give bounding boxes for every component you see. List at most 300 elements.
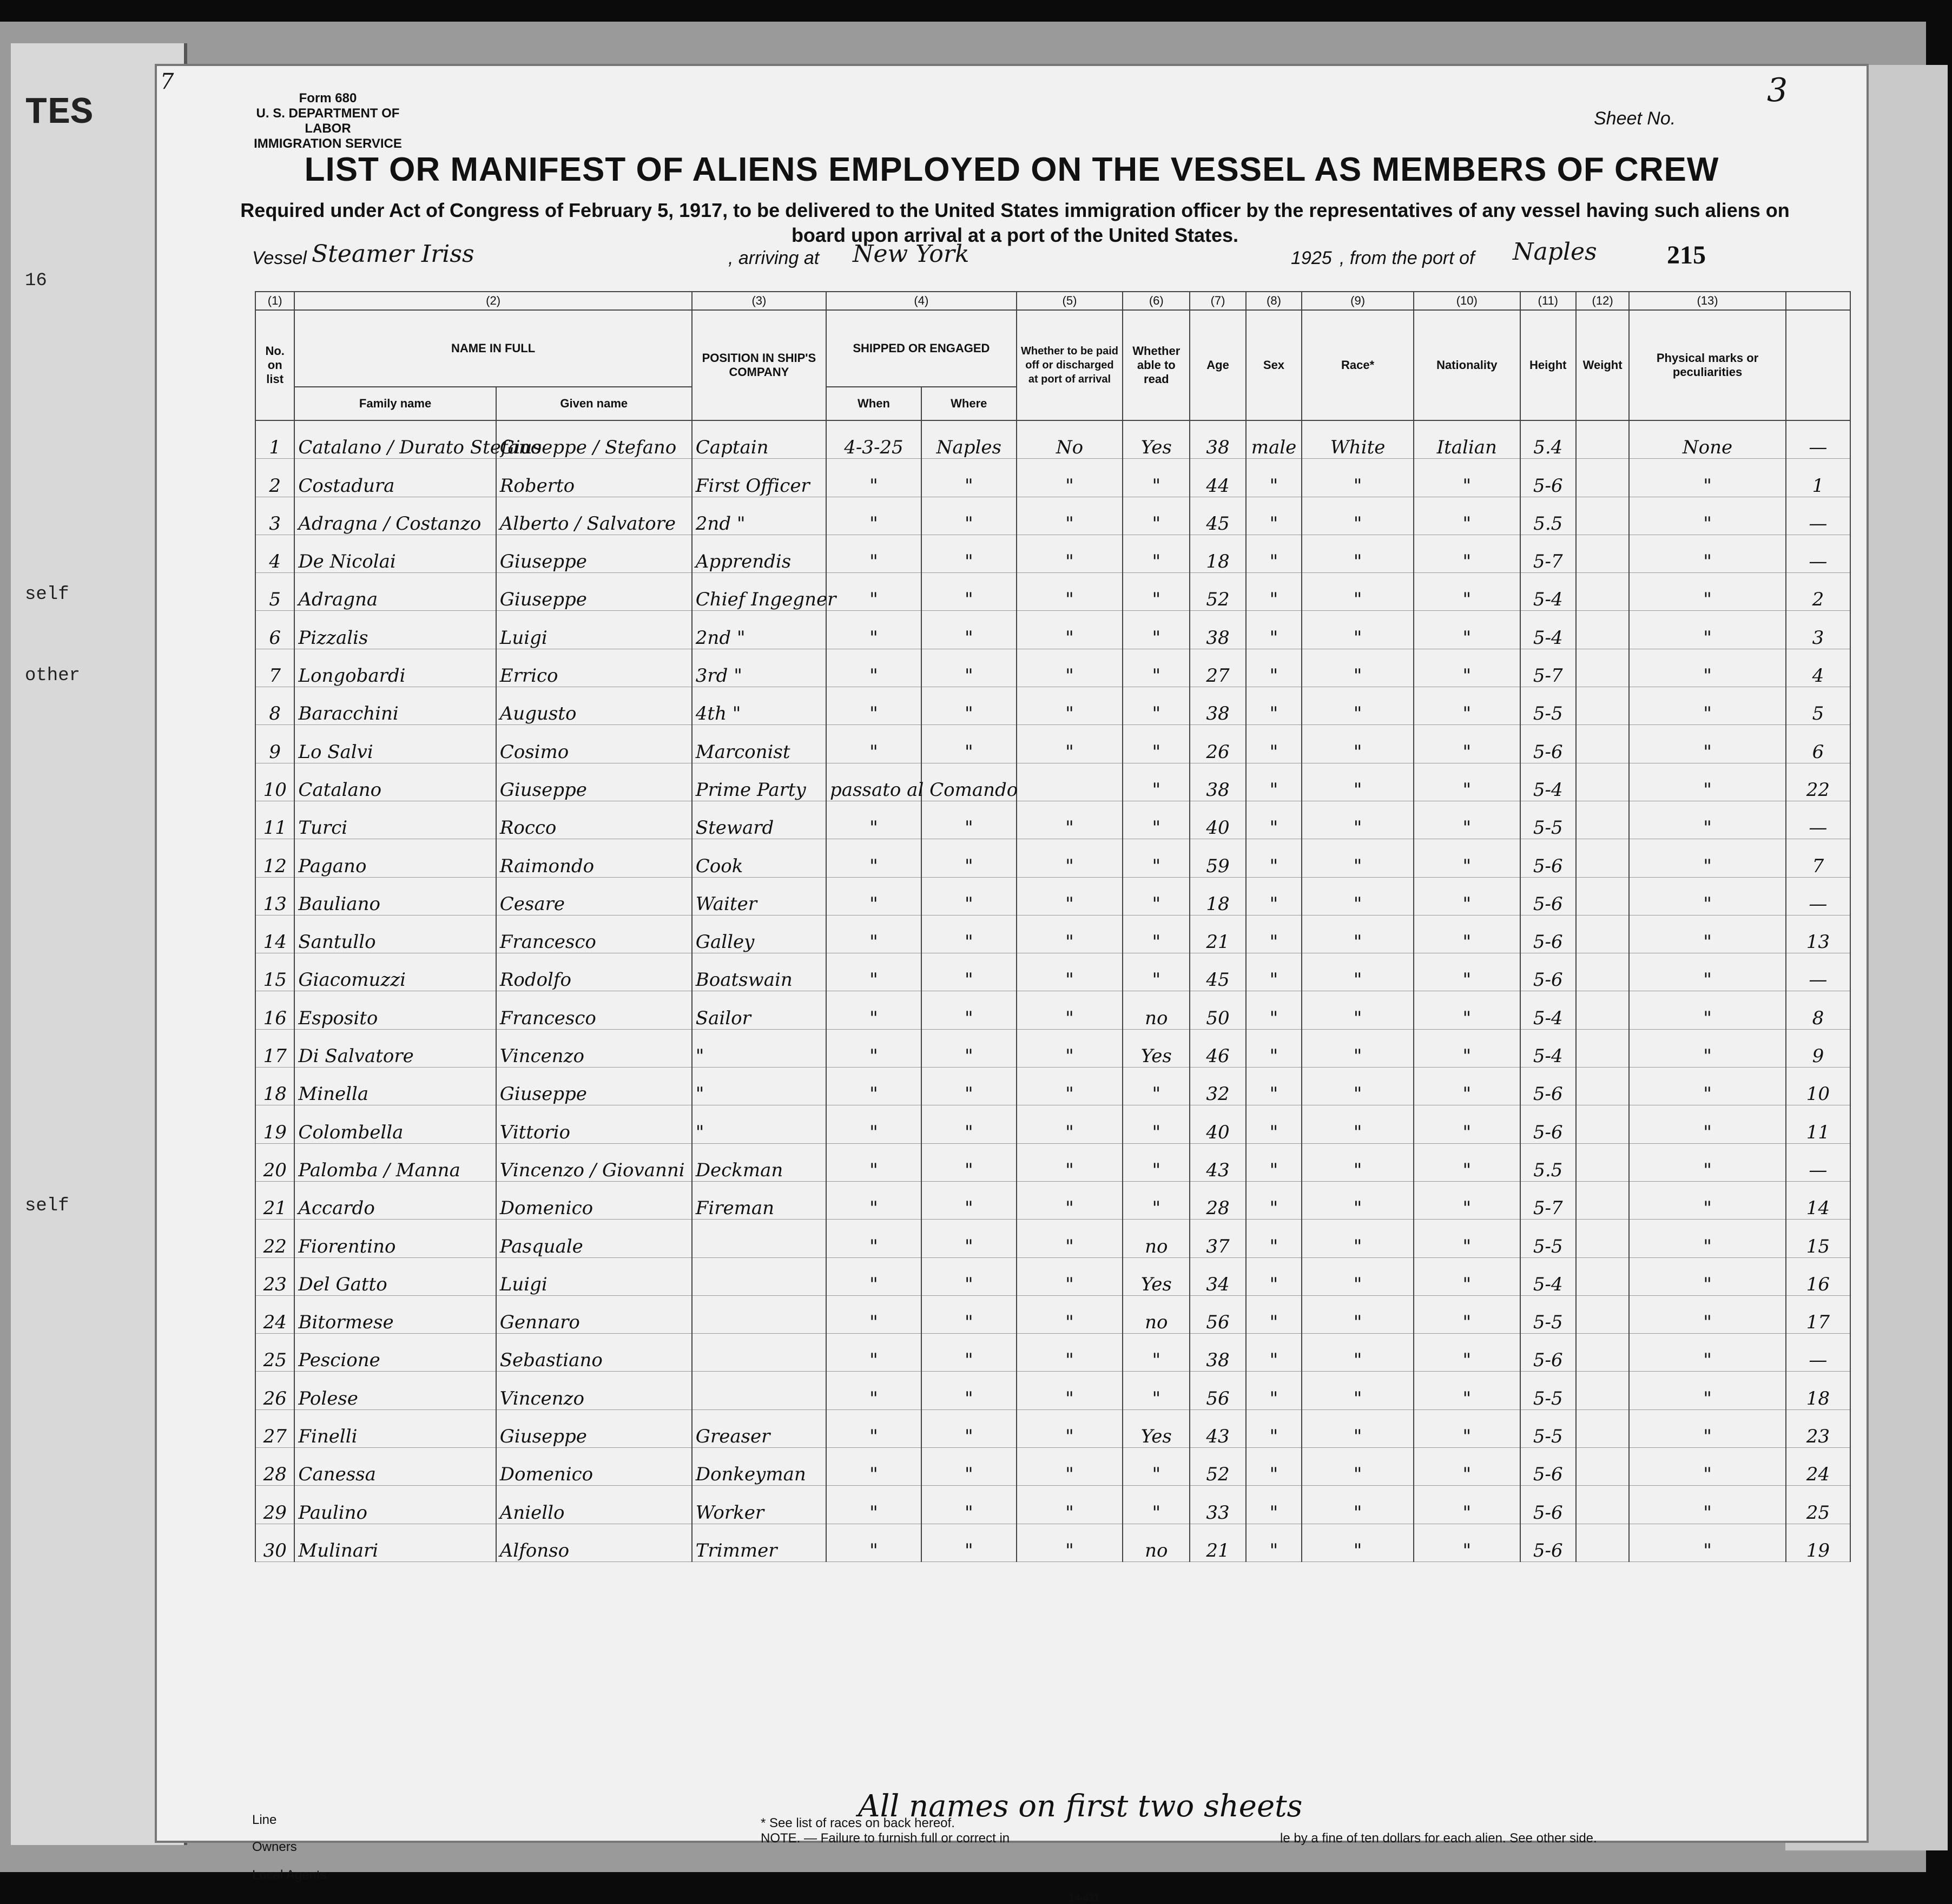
cell-position: Captain: [692, 420, 826, 459]
cell-marks: ": [1629, 1181, 1786, 1219]
cell-nat: ": [1414, 649, 1520, 687]
cell-right: 6: [1786, 725, 1850, 763]
cell-when: ": [826, 497, 921, 535]
cell-position: Deckman: [692, 1143, 826, 1181]
cell-n: 17: [255, 1029, 294, 1067]
cell-sex: ": [1246, 1334, 1302, 1372]
cell-sex: ": [1246, 611, 1302, 649]
table-row: [255, 991, 1850, 1029]
cell-race: ": [1302, 839, 1414, 877]
cell-marks: ": [1629, 1068, 1786, 1105]
cell-weight: [1576, 1486, 1629, 1524]
cell-marks: ": [1629, 535, 1786, 572]
cell-weight: [1576, 1334, 1629, 1372]
cell-n: 25: [255, 1334, 294, 1372]
cell-weight: [1576, 1105, 1629, 1143]
vessel-name: Steamer Iriss: [312, 240, 474, 268]
cell-race: ": [1302, 1524, 1414, 1562]
cell-race: ": [1302, 1105, 1414, 1143]
cell-given: Pasquale: [496, 1220, 692, 1257]
cell-weight: [1576, 1448, 1629, 1486]
cell-given: Rodolfo: [496, 953, 692, 991]
cell-n: 12: [255, 839, 294, 877]
cell-paid: ": [1017, 535, 1123, 572]
cell-where: ": [921, 649, 1017, 687]
cell-position: Cook: [692, 839, 826, 877]
cell-height: 5-6: [1520, 953, 1576, 991]
cell-sex: ": [1246, 1295, 1302, 1333]
cell-age: 33: [1190, 1486, 1245, 1524]
cell-given: Vincenzo: [496, 1372, 692, 1409]
cell-age: 56: [1190, 1372, 1245, 1409]
cell-age: 43: [1190, 1143, 1245, 1181]
column-number-row: [255, 292, 1850, 310]
cell-read: ": [1123, 1448, 1190, 1486]
cell-family: De Nicolai: [294, 535, 496, 572]
cell-read: ": [1123, 801, 1190, 839]
cell-right: 14: [1786, 1181, 1850, 1219]
cell-where: ": [921, 1524, 1017, 1562]
cell-position: Chief Ingegner: [692, 573, 826, 611]
cell-race: ": [1302, 1143, 1414, 1181]
cell-paid: No: [1017, 420, 1123, 459]
cell-read: ": [1123, 687, 1190, 725]
cell-right: 19: [1786, 1524, 1850, 1562]
cell-read: ": [1123, 1105, 1190, 1143]
header-nationality: Nationality: [1414, 310, 1520, 420]
cell-right: —: [1786, 1143, 1850, 1181]
cell-read: ": [1123, 535, 1190, 572]
cell-race: ": [1302, 1257, 1414, 1295]
cell-n: 10: [255, 763, 294, 801]
cell-age: 21: [1190, 915, 1245, 953]
cell-height: 5-4: [1520, 991, 1576, 1029]
cell-when: ": [826, 1409, 921, 1447]
header-family-name: Family name: [294, 387, 496, 420]
cell-marks: ": [1629, 1334, 1786, 1372]
cell-when: ": [826, 877, 921, 915]
cell-height: 5-6: [1520, 1068, 1576, 1105]
cell-family: Catalano: [294, 763, 496, 801]
year: 1925: [1291, 248, 1332, 268]
cell-position: Sailor: [692, 991, 826, 1029]
cell-height: 5-6: [1520, 1448, 1576, 1486]
cell-marks: ": [1629, 991, 1786, 1029]
cell-where: ": [921, 1257, 1017, 1295]
cell-nat: ": [1414, 535, 1520, 572]
cell-nat: ": [1414, 1029, 1520, 1067]
table-row: [255, 839, 1850, 877]
fine-note: le by a fine of ten dollars for each alien. See other side.: [1280, 1831, 1597, 1846]
cell-marks: ": [1629, 1143, 1786, 1181]
table-row: [255, 420, 1850, 459]
vessel-label: Vessel: [252, 248, 307, 268]
cell-race: ": [1302, 1029, 1414, 1067]
cell-marks: ": [1629, 1220, 1786, 1257]
cell-sex: ": [1246, 535, 1302, 572]
cell-weight: [1576, 1143, 1629, 1181]
cell-position: 2nd ": [692, 497, 826, 535]
cell-age: 28: [1190, 1181, 1245, 1219]
cell-where: ": [921, 953, 1017, 991]
cell-position: [692, 1372, 826, 1409]
cell-where: ": [921, 991, 1017, 1029]
cell-right: —: [1786, 953, 1850, 991]
cell-right: —: [1786, 1334, 1850, 1372]
cell-sex: ": [1246, 1029, 1302, 1067]
cell-when: ": [826, 1372, 921, 1409]
left-sheet-fragment: self: [25, 584, 69, 605]
cell-paid: ": [1017, 801, 1123, 839]
table-row: [255, 763, 1850, 801]
cell-marks: ": [1629, 877, 1786, 915]
cell-family: Costadura: [294, 459, 496, 497]
cell-right: —: [1786, 801, 1850, 839]
table-row: [255, 649, 1850, 687]
cell-race: ": [1302, 877, 1414, 915]
cell-race: ": [1302, 1334, 1414, 1372]
cell-weight: [1576, 1181, 1629, 1219]
header-name-in-full: NAME IN FULL: [294, 310, 691, 387]
cell-right: 15: [1786, 1220, 1850, 1257]
cell-sex: ": [1246, 1372, 1302, 1409]
failure-note: NOTE. — Failure to furnish full or correct in: [761, 1831, 1010, 1846]
cell-n: 5: [255, 573, 294, 611]
cell-n: 1: [255, 420, 294, 459]
cell-height: 5-6: [1520, 1524, 1576, 1562]
cell-position: Fireman: [692, 1181, 826, 1219]
cell-sex: ": [1246, 1486, 1302, 1524]
cell-race: ": [1302, 725, 1414, 763]
cell-given: Vincenzo / Giovanni: [496, 1143, 692, 1181]
header-when: When: [826, 387, 921, 420]
cell-n: 11: [255, 801, 294, 839]
header-position: POSITION IN SHIP'S COMPANY: [692, 310, 826, 420]
cell-age: 18: [1190, 877, 1245, 915]
manifest-page: [155, 64, 1869, 1903]
column-number: (2): [294, 292, 691, 310]
cell-when: ": [826, 1105, 921, 1143]
cell-n: 8: [255, 687, 294, 725]
cell-height: 5-5: [1520, 801, 1576, 839]
cell-height: 5-4: [1520, 1257, 1576, 1295]
cell-given: Giuseppe / Stefano: [496, 420, 692, 459]
cell-n: 7: [255, 649, 294, 687]
cell-where: ": [921, 1334, 1017, 1372]
cell-sex: ": [1246, 1105, 1302, 1143]
cell-race: ": [1302, 1409, 1414, 1447]
cell-age: 38: [1190, 420, 1245, 459]
cell-position: Waiter: [692, 877, 826, 915]
cell-family: Pizzalis: [294, 611, 496, 649]
cell-paid: ": [1017, 725, 1123, 763]
table-row: [255, 1143, 1850, 1181]
handwritten-note: All names on first two sheets: [858, 1789, 1303, 1824]
cell-given: Cesare: [496, 877, 692, 915]
cell-age: 50: [1190, 991, 1245, 1029]
cell-family: Di Salvatore: [294, 1029, 496, 1067]
cell-height: 5-6: [1520, 1334, 1576, 1372]
cell-when: ": [826, 1486, 921, 1524]
cell-right: 4: [1786, 649, 1850, 687]
cell-n: 24: [255, 1295, 294, 1333]
cell-height: 5-5: [1520, 1409, 1576, 1447]
cell-nat: ": [1414, 1143, 1520, 1181]
cell-marks: ": [1629, 725, 1786, 763]
cell-nat: ": [1414, 1409, 1520, 1447]
header-able-to-read: Whether able to read: [1123, 310, 1190, 420]
cell-marks: ": [1629, 1524, 1786, 1562]
cell-family: Minella: [294, 1068, 496, 1105]
cell-given: Alfonso: [496, 1524, 692, 1562]
cell-given: Vincenzo: [496, 1029, 692, 1067]
cell-when: ": [826, 1143, 921, 1181]
cell-family: Del Gatto: [294, 1257, 496, 1295]
cell-race: ": [1302, 991, 1414, 1029]
cell-paid: ": [1017, 459, 1123, 497]
column-number: (5): [1017, 292, 1123, 310]
cell-sex: ": [1246, 991, 1302, 1029]
cell-sex: ": [1246, 497, 1302, 535]
cell-read: ": [1123, 1372, 1190, 1409]
cell-marks: ": [1629, 839, 1786, 877]
cell-sex: ": [1246, 1409, 1302, 1447]
cell-right: 2: [1786, 573, 1850, 611]
cell-read: ": [1123, 573, 1190, 611]
cell-paid: ": [1017, 915, 1123, 953]
cell-read: ": [1123, 725, 1190, 763]
cell-height: 5-6: [1520, 459, 1576, 497]
cell-where: ": [921, 687, 1017, 725]
cell-paid: ": [1017, 649, 1123, 687]
cell-where: ": [921, 801, 1017, 839]
cell-weight: [1576, 573, 1629, 611]
cell-where: ": [921, 1068, 1017, 1105]
cell-nat: ": [1414, 611, 1520, 649]
cell-age: 27: [1190, 649, 1245, 687]
cell-given: Giuseppe: [496, 1409, 692, 1447]
cell-given: Francesco: [496, 915, 692, 953]
cell-position: 3rd ": [692, 649, 826, 687]
cell-race: ": [1302, 1448, 1414, 1486]
header-where: Where: [921, 387, 1017, 420]
cell-race: ": [1302, 1068, 1414, 1105]
cell-family: Paulino: [294, 1486, 496, 1524]
cell-read: Yes: [1123, 1257, 1190, 1295]
cell-age: 52: [1190, 1448, 1245, 1486]
cell-position: Trimmer: [692, 1524, 826, 1562]
cell-paid: [1017, 763, 1123, 801]
table-row: [255, 1068, 1850, 1105]
cell-race: ": [1302, 763, 1414, 801]
cell-right: 18: [1786, 1372, 1850, 1409]
cell-position: Greaser: [692, 1409, 826, 1447]
cell-sex: ": [1246, 649, 1302, 687]
cell-race: ": [1302, 1181, 1414, 1219]
cell-n: 27: [255, 1409, 294, 1447]
cell-height: 5.5: [1520, 497, 1576, 535]
column-number: (12): [1576, 292, 1629, 310]
cell-race: ": [1302, 1486, 1414, 1524]
local-agents-label: Local Agents: [252, 1868, 327, 1882]
cell-paid: ": [1017, 1448, 1123, 1486]
cell-weight: [1576, 1372, 1629, 1409]
cell-given: Francesco: [496, 991, 692, 1029]
cell-weight: [1576, 611, 1629, 649]
cell-given: Cosimo: [496, 725, 692, 763]
cell-age: 59: [1190, 839, 1245, 877]
cell-position: 4th ": [692, 687, 826, 725]
table-row: [255, 1409, 1850, 1447]
cell-marks: ": [1629, 1029, 1786, 1067]
cell-read: ": [1123, 611, 1190, 649]
cell-race: ": [1302, 649, 1414, 687]
cell-nat: ": [1414, 459, 1520, 497]
form-header: [247, 91, 409, 151]
cell-sex: ": [1246, 953, 1302, 991]
cell-when: ": [826, 649, 921, 687]
departure-port: Naples: [1513, 238, 1597, 266]
table-row: [255, 877, 1850, 915]
cell-marks: ": [1629, 649, 1786, 687]
cell-nat: ": [1414, 1372, 1520, 1409]
cell-sex: ": [1246, 1181, 1302, 1219]
cell-when: ": [826, 1524, 921, 1562]
cell-given: Alberto / Salvatore: [496, 497, 692, 535]
cell-right: —: [1786, 420, 1850, 459]
cell-right: 8: [1786, 991, 1850, 1029]
cell-age: 26: [1190, 725, 1245, 763]
cell-age: 34: [1190, 1257, 1245, 1295]
cell-position: Marconist: [692, 725, 826, 763]
cell-when: ": [826, 991, 921, 1029]
cell-sex: ": [1246, 1448, 1302, 1486]
cell-right: 9: [1786, 1029, 1850, 1067]
header-given-name: Given name: [496, 387, 692, 420]
cell-when: ": [826, 915, 921, 953]
corner-mark: 7: [160, 69, 174, 94]
cell-right: 25: [1786, 1486, 1850, 1524]
table-row: [255, 611, 1850, 649]
header-age: Age: [1190, 310, 1245, 420]
cell-age: 44: [1190, 459, 1245, 497]
cell-marks: ": [1629, 1372, 1786, 1409]
cell-sex: male: [1246, 420, 1302, 459]
header-row: [255, 310, 1850, 387]
cell-when: ": [826, 459, 921, 497]
cell-nat: ": [1414, 1295, 1520, 1333]
cell-nat: Italian: [1414, 420, 1520, 459]
cell-height: 5-4: [1520, 763, 1576, 801]
cell-right: 11: [1786, 1105, 1850, 1143]
cell-given: Sebastiano: [496, 1334, 692, 1372]
cell-family: Canessa: [294, 1448, 496, 1486]
page-number: 3: [1767, 71, 1788, 109]
cell-age: 45: [1190, 497, 1245, 535]
cell-paid: ": [1017, 1334, 1123, 1372]
cell-read: Yes: [1123, 1409, 1190, 1447]
left-sheet-fragment: self: [25, 1196, 69, 1216]
cell-family: Bauliano: [294, 877, 496, 915]
cell-family: Adragna: [294, 573, 496, 611]
cell-weight: [1576, 1295, 1629, 1333]
cell-paid: ": [1017, 687, 1123, 725]
cell-paid: ": [1017, 1372, 1123, 1409]
column-number: (6): [1123, 292, 1190, 310]
cell-right: 24: [1786, 1448, 1850, 1486]
table-row: [255, 1295, 1850, 1333]
cell-marks: ": [1629, 1105, 1786, 1143]
cell-read: ": [1123, 497, 1190, 535]
cell-position: First Officer: [692, 459, 826, 497]
cell-position: Boatswain: [692, 953, 826, 991]
cell-height: 5-4: [1520, 573, 1576, 611]
cell-age: 18: [1190, 535, 1245, 572]
cell-marks: ": [1629, 915, 1786, 953]
cell-height: 5-7: [1520, 535, 1576, 572]
sheet-number-label: Sheet No.: [1594, 108, 1676, 129]
table-row: [255, 535, 1850, 572]
cell-given: Giuseppe: [496, 535, 692, 572]
cell-where: ": [921, 1295, 1017, 1333]
cell-n: 23: [255, 1257, 294, 1295]
cell-age: 40: [1190, 1105, 1245, 1143]
cell-where: ": [921, 915, 1017, 953]
cell-paid: ": [1017, 991, 1123, 1029]
column-number: (13): [1629, 292, 1786, 310]
cell-weight: [1576, 1068, 1629, 1105]
cell-weight: [1576, 725, 1629, 763]
service-name: IMMIGRATION SERVICE: [254, 136, 402, 151]
cell-read: no: [1123, 1220, 1190, 1257]
cell-height: 5-4: [1520, 1029, 1576, 1067]
cell-where: ": [921, 1181, 1017, 1219]
cell-right: 5: [1786, 687, 1850, 725]
arriving-label: , arriving at: [728, 248, 820, 268]
cell-weight: [1576, 801, 1629, 839]
table-row: [255, 1029, 1850, 1067]
cell-nat: ": [1414, 953, 1520, 991]
cell-family: Mulinari: [294, 1524, 496, 1562]
cell-n: 20: [255, 1143, 294, 1181]
table-row: [255, 1486, 1850, 1524]
cell-family: Polese: [294, 1372, 496, 1409]
table-row: [255, 725, 1850, 763]
column-number: (1): [255, 292, 294, 310]
cell-family: Colombella: [294, 1105, 496, 1143]
cell-given: Errico: [496, 649, 692, 687]
cell-weight: [1576, 420, 1629, 459]
cell-marks: ": [1629, 953, 1786, 991]
cell-race: ": [1302, 1295, 1414, 1333]
cell-right: 17: [1786, 1295, 1850, 1333]
cell-given: Luigi: [496, 1257, 692, 1295]
cell-family: Catalano / Durato Stefano: [294, 420, 496, 459]
cell-n: 21: [255, 1181, 294, 1219]
cell-n: 14: [255, 915, 294, 953]
crew-manifest-table: [255, 291, 1851, 1562]
cell-paid: ": [1017, 611, 1123, 649]
cell-right: —: [1786, 535, 1850, 572]
cell-when: ": [826, 1068, 921, 1105]
cell-family: Lo Salvi: [294, 725, 496, 763]
cell-n: 28: [255, 1448, 294, 1486]
cell-sex: ": [1246, 1257, 1302, 1295]
cell-where: Naples: [921, 420, 1017, 459]
cell-paid: ": [1017, 839, 1123, 877]
left-sheet-fragment: other: [25, 666, 81, 686]
cell-race: ": [1302, 573, 1414, 611]
